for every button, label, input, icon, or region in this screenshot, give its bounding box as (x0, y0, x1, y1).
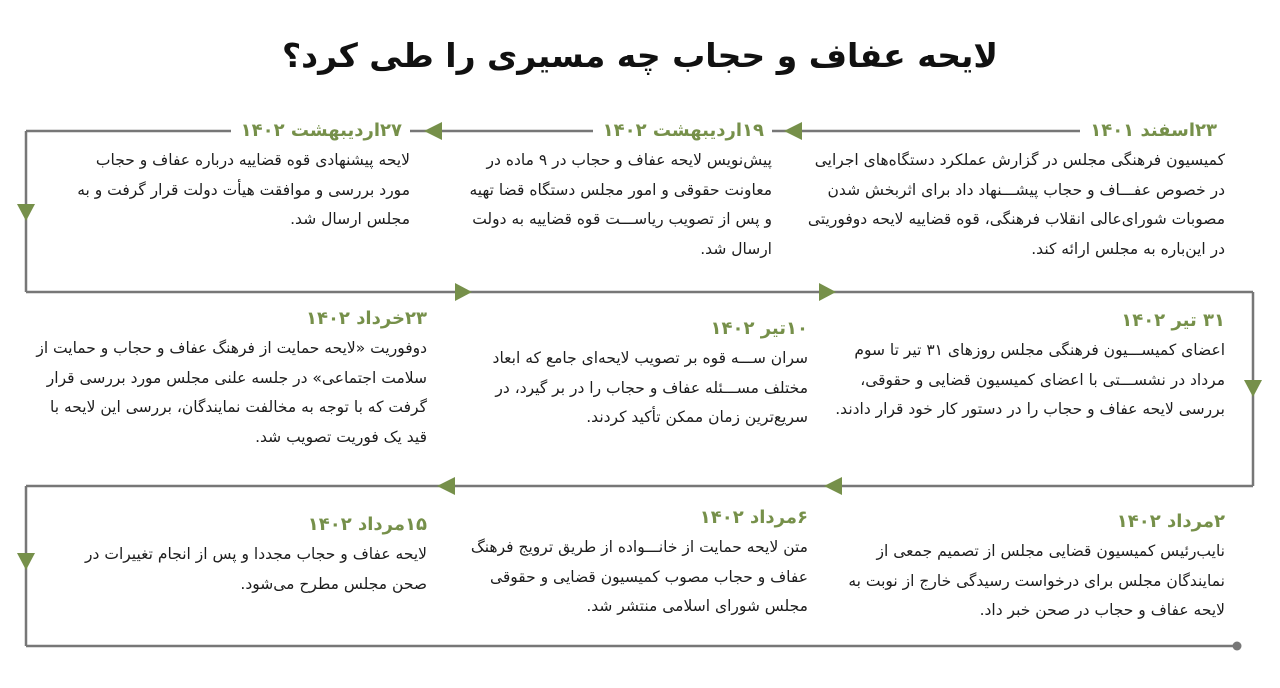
event-esfand-23-1401 (805, 118, 1225, 264)
arrow-left-icon (784, 122, 802, 140)
arrow-left-icon (437, 477, 455, 495)
event-date: ۲مرداد ۱۴۰۲ (1117, 509, 1225, 535)
event-mordad-6-1402 (463, 505, 808, 622)
event-date: ۶مرداد ۱۴۰۲ (700, 505, 808, 531)
event-text: متن لایحه حمایت از خانـــواده از طریق ترویج فرهنگ عفاف و حجاب مصوب کمیسیون قضایی و حقوقی مجلس شورای اسلامی منتشر شد. (470, 538, 808, 615)
event-date: ۱۹اردیبهشت ۱۴۰۲ (593, 118, 772, 144)
page-title: لایحه عفاف و حجاب چه مسیری را طی کرد؟ (282, 36, 998, 75)
event-date: ۱۰تیر ۱۴۰۲ (710, 316, 808, 342)
arrow-down-icon (1244, 380, 1262, 397)
timeline-end-dot (1233, 642, 1242, 651)
arrow-right-icon (455, 283, 472, 301)
event-date: ۲۳خرداد ۱۴۰۲ (306, 306, 427, 332)
event-date: ۱۵مرداد ۱۴۰۲ (308, 512, 427, 538)
arrow-left-icon (424, 122, 442, 140)
event-mordad-15-1402 (57, 512, 427, 599)
event-mordad-2-1402 (840, 509, 1225, 626)
event-tir-31-1402 (835, 308, 1225, 425)
arrow-down-icon (17, 204, 35, 221)
event-date: ۳۱ تیر ۱۴۰۲ (1121, 308, 1225, 334)
event-text: لایحه پیشنهادی قوه قضاییه درباره عفاف و حجاب مورد بررسی و موافقت هیأت دولت قرار گرفت و به مجلس ارسال شد. (77, 151, 410, 228)
event-ordibehesht-19-1402 (462, 118, 772, 264)
arrow-left-icon (824, 477, 842, 495)
arrow-down-icon (17, 553, 35, 570)
event-text: اعضای کمیســـیون فرهنگی مجلس روزهای ۳۱ تیر تا سوم مرداد در نشســـتی با اعضای کمیسیون قضایی و حقوقی، بررسی لایحه عفاف و حجاب را در دستور کار خود قرار دادند. (835, 341, 1225, 418)
event-text: پیش‌نویس لایحه عفاف و حجاب در ۹ ماده در معاونت حقوقی و امور مجلس دستگاه قضا تهیه و پس از تصویب ریاســـت قوه قضاییه به دولت ارسال شد. (469, 151, 772, 258)
event-text: کمیسیون فرهنگی مجلس در گزارش عملکرد دستگاه‌های اجرایی در خصوص عفـــاف و حجاب پیشـــنهاد داد برای اثربخش شدن مصوبات شورای‌عالی انقلاب فرهنگی، قوه قضاییه لایحه دوفوریتی در این‌باره به مجلس ارائه کند. (807, 151, 1225, 258)
event-text: سران ســـه قوه بر تصویب لایحه‌ای جامع که ابعاد مختلف مســـئله عفاف و حجاب را در بر گیرد، در سریع‌ترین زمان ممکن تأکید کردند. (492, 349, 808, 426)
arrow-right-icon (819, 283, 836, 301)
event-date: ۲۷اردیبهشت ۱۴۰۲ (231, 118, 410, 144)
event-tir-10-1402 (463, 316, 808, 433)
event-text: نایب‌رئیس کمیسیون قضایی مجلس از تصمیم جمعی از نمایندگان مجلس برای درخواست رسیدگی خارج از نوبت به لایحه عفاف و حجاب در صحن خبر داد. (848, 542, 1225, 619)
event-khordad-23-1402 (35, 306, 427, 452)
event-text: دوفوریت «لایحه حمایت از فرهنگ عفاف و حجاب و حمایت از سلامت اجتماعی» در جلسه علنی مجلس مورد بررسی قرار گرفت که با توجه به مخالفت نمایندگان، بررسی این لایحه با قید یک فوریت تصویب شد. (36, 339, 427, 446)
event-ordibehesht-27-1402 (65, 118, 410, 235)
event-date: ۲۳اسفند ۱۴۰۱ (1080, 118, 1225, 144)
event-text: لایحه عفاف و حجاب مجددا و پس از انجام تغییرات در صحن مجلس مطرح می‌شود. (85, 545, 427, 593)
